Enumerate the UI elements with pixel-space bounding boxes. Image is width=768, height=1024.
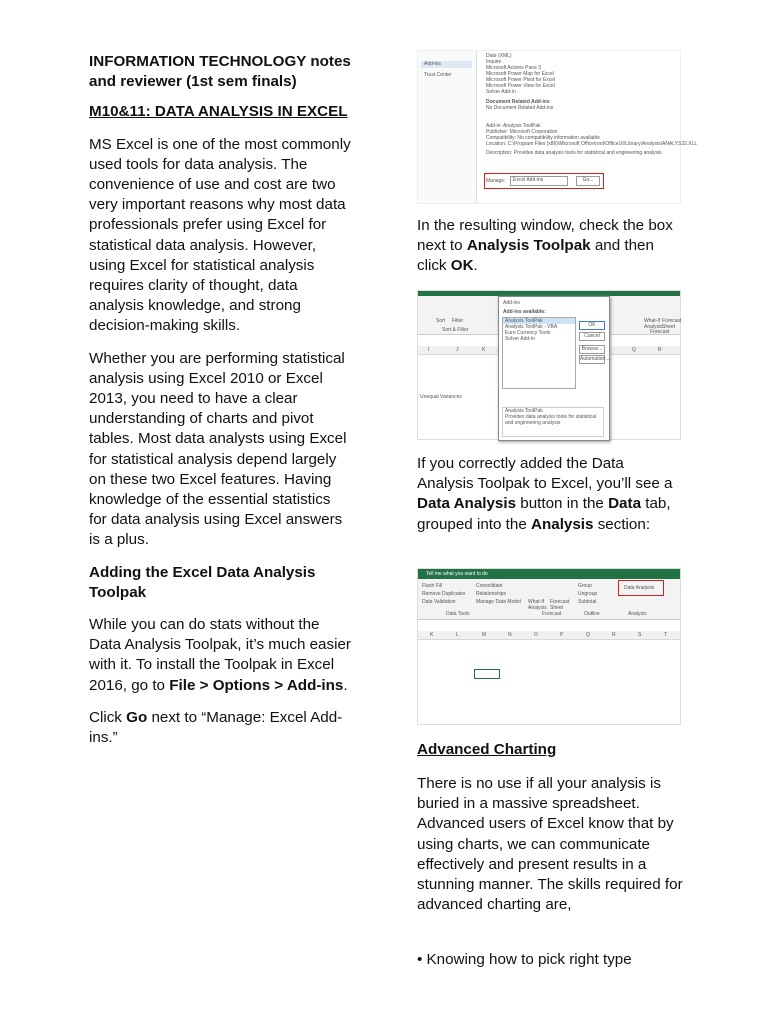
data-analysis-button[interactable]: Data Analysis [624, 585, 655, 591]
flash-fill[interactable]: Flash Fill [422, 583, 443, 589]
tell-me-text[interactable]: Tell me what you want to do [426, 571, 488, 577]
addin-options-list [502, 317, 576, 389]
description-text: Provides data analysis tools for statistical and engineering analysis [505, 414, 597, 426]
advanced-charting-heading: Advanced Charting [417, 741, 557, 758]
detail-line: Publisher: Microsoft Corporation [486, 129, 558, 135]
column-header: T [664, 632, 668, 638]
document-title: INFORMATION TECHNOLOGY notes and reviewer (1st sem finals) [89, 53, 351, 91]
whatif-analysis[interactable]: What-If Analysis [528, 599, 547, 611]
detail-line: Compatibility: No compatibility information available [486, 135, 600, 141]
column-header: I [428, 347, 430, 353]
column-header: L [456, 632, 459, 638]
bullet-item: • Knowing how to pick right type [417, 951, 632, 968]
ribbon-whatif: What-If Analysis [644, 318, 663, 330]
ribbon-filter: Filter [452, 318, 464, 324]
da-text-d: section: [593, 515, 651, 533]
click-go-text-a: Click [89, 708, 127, 726]
option-euro-currency[interactable]: Euro Currency Tools [505, 330, 551, 336]
addin-item: Microsoft Power Map for Excel [486, 71, 554, 77]
column-headers [418, 631, 680, 640]
check-toolpak-paragraph [417, 216, 683, 277]
addin-item: Microsoft Actions Pane 3 [486, 65, 542, 71]
addins-dialog [498, 296, 610, 441]
column-header: Q [586, 632, 590, 638]
column-header: K [482, 347, 486, 353]
ribbon-forecast: Forecast [650, 329, 670, 335]
group-data-tools: Data Tools [446, 611, 470, 617]
click-go-paragraph [89, 708, 351, 748]
options-sidebar [418, 51, 477, 203]
column-header: N [508, 632, 512, 638]
da-bold-data-analysis: Data Analysis [417, 495, 517, 513]
manage-label: Manage: [486, 178, 506, 184]
sidebar-item-trust-center: Trust Center [424, 72, 452, 78]
click-go-text-b: next to “Manage: Excel Add-ins.” [89, 708, 343, 747]
ribbon-sort: Sort [436, 318, 446, 324]
da-text-b: button in the [516, 495, 609, 513]
column-header: R [658, 347, 662, 353]
column-header: S [638, 632, 642, 638]
addin-description-box [502, 407, 604, 437]
remove-duplicates[interactable]: Remove Duplicates [422, 591, 466, 597]
column-header: K [430, 632, 434, 638]
highlight-box [484, 173, 604, 189]
description-title: Analysis ToolPak [505, 408, 543, 414]
excel-options-screenshot [417, 50, 698, 204]
da-bold-data: Data [608, 495, 642, 513]
install-text: While you can do stats without the Data Analysis Toolpak, it’s much easier with it. To install the Toolpak in Excel 2016, go to [89, 616, 351, 694]
module-title: M10&11: DATA ANALYSIS IN EXCEL [89, 103, 348, 121]
doc-related-heading: Document Related Add-ins [486, 99, 550, 105]
group[interactable]: Group [578, 583, 592, 589]
install-paragraph [89, 615, 351, 696]
manage-select[interactable]: Excel Add-ins [510, 176, 568, 186]
addin-item: Microsoft Power Pivot for Excel [486, 77, 556, 83]
column-header: M [482, 632, 487, 638]
column-header: O [534, 632, 538, 638]
consolidate[interactable]: Consolidate [476, 583, 503, 589]
install-end: . [343, 676, 348, 694]
addins-dialog-screenshot [417, 290, 681, 440]
ok-button[interactable]: OK [579, 321, 605, 330]
addin-item: Solver Add-in [486, 89, 516, 95]
data-tab-screenshot [417, 568, 681, 725]
group-outline: Outline [584, 611, 600, 617]
click-go-bold: Go [126, 708, 148, 726]
data-analysis-paragraph [417, 454, 683, 535]
column-header: P [560, 632, 564, 638]
doc-related-note: No Document Related Add-ins [486, 105, 554, 111]
group-analysis: Analysis [628, 611, 647, 617]
charting-paragraph: There is no use if all your analysis is buried in a massive spreadsheet. Advanced users of Excel know that by using charts, we can communicate effectively and present results in a stunning manner. The skills required for advanced charting are, [417, 775, 683, 914]
install-path: File > Options > Add-ins [169, 676, 344, 694]
column-header: R [612, 632, 616, 638]
da-text-c: tab, grouped into the [417, 495, 671, 533]
addin-item: Microsoft Power View for Excel [486, 83, 555, 89]
toolpak-heading: Adding the Excel Data Analysis Toolpak [89, 563, 316, 601]
check-text-b: and then click [417, 237, 654, 275]
charts-pivot-paragraph: Whether you are performing statistical analysis using Excel 2010 or Excel 2013, you need to have a clear understanding of charts and pivot tables. Most data analysts using Excel for statistical analysis depend largely on these two Excel features. Having knowledge of the essential statistics for data analysis using Excel answers is a plus. [89, 349, 347, 549]
check-bold-toolpak: Analysis Toolpak [466, 237, 591, 255]
automation-button[interactable]: Automation... [580, 356, 610, 362]
forecast-sheet[interactable]: Forecast Sheet [550, 599, 570, 611]
tell-me-bar [418, 569, 680, 579]
addin-item: Date (XML) [486, 53, 512, 59]
option-solver[interactable]: Solver Add-in [505, 336, 535, 342]
ungroup[interactable]: Ungroup [578, 591, 598, 597]
selected-cell[interactable] [474, 669, 500, 679]
data-validation[interactable]: Data Validation [422, 599, 456, 605]
check-text-c: . [473, 257, 478, 275]
relationships[interactable]: Relationships [476, 591, 507, 597]
cancel-button[interactable]: Cancel [579, 332, 605, 341]
sidebar-item-addins: Add-ins [421, 61, 472, 68]
option-analysis-toolpak[interactable]: Analysis ToolPak [503, 318, 575, 324]
detail-line: Add-in: Analysis ToolPak [486, 123, 541, 129]
data-analysis-highlight [618, 580, 664, 596]
check-text-a: In the resulting window, check the box next to [417, 217, 673, 255]
check-bold-ok: OK [450, 257, 474, 275]
ribbon-sort-filter: Sort & Filter [442, 327, 469, 333]
detail-line: Description: Provides data analysis tools for statistical and engineering analysis [486, 150, 662, 156]
addin-list [486, 53, 698, 156]
addin-details [486, 123, 698, 156]
option-analysis-toolpak-vba[interactable]: Analysis ToolPak - VBA [505, 324, 558, 330]
subtotal[interactable]: Subtotal [578, 599, 597, 605]
browse-button[interactable]: Browse... [579, 345, 605, 354]
column-header: J [456, 347, 459, 353]
da-text-a: If you correctly added the Data Analysis Toolpak to Excel, you’ll see a [417, 455, 673, 493]
da-bold-analysis: Analysis [531, 515, 594, 533]
ribbon-forecast-sheet: Forecast Sheet [662, 318, 682, 330]
available-label: Add-ins available: [503, 309, 546, 315]
detail-line: Location: C:\Program Files (x86)\Microsoft Office\root\Office16\Library\Analysis\ANALYS32.XLL [486, 141, 698, 147]
column-header: Q [632, 347, 636, 353]
manage-data-model[interactable]: Manage Data Model [476, 599, 522, 605]
left-column [89, 52, 351, 760]
addin-item: Inquire [486, 59, 502, 65]
go-button[interactable]: Go... [576, 176, 600, 186]
intro-paragraph: MS Excel is one of the most commonly used tools for data analysis. The convenience of use and cost are two very important reasons why most data professionals prefer using Excel for statistical data analysis. However, using Excel for statistical analysis requires clarity of thought, data analysis knowledge, and strong decision-making skills. [89, 135, 351, 335]
dialog-title: Add-ins [503, 300, 520, 306]
sheet-cell-text: Unequal Variances [420, 394, 462, 400]
group-forecast: Forecast [542, 611, 562, 617]
